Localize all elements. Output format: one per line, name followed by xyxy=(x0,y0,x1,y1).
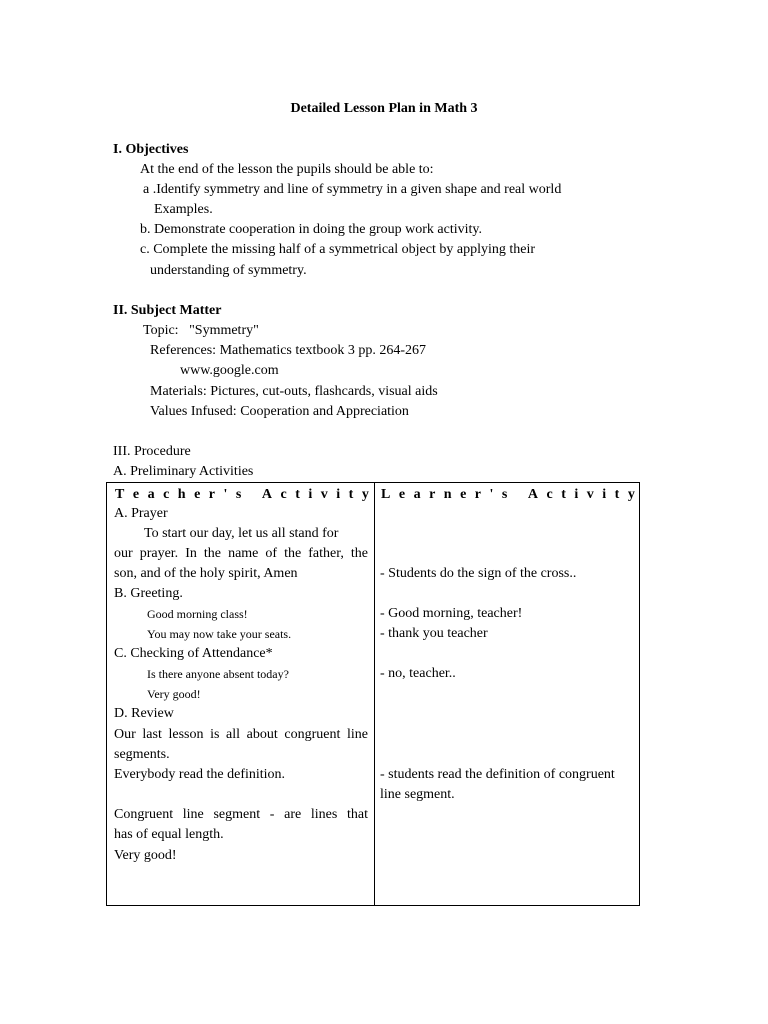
attendance-line2: Very good! xyxy=(147,687,201,701)
learner-activity-header: L e a r n e r ' s A c t i v i t y xyxy=(381,487,635,502)
subject-materials: Materials: Pictures, cut-outs, flashcards, visual aids xyxy=(150,384,438,399)
table-divider xyxy=(374,483,375,905)
procedure-subheading: A. Preliminary Activities xyxy=(113,464,254,479)
objectives-intro: At the end of the lesson the pupils should be able to: xyxy=(140,162,434,177)
definition-line1: Congruent line segment - are lines that xyxy=(114,807,368,822)
review-line3: Everybody read the definition. xyxy=(114,767,286,782)
definition-line3: Very good! xyxy=(114,848,177,863)
prayer-line3: son, and of the holy spirit, Amen xyxy=(114,566,298,581)
subject-values: Values Infused: Cooperation and Appreciation xyxy=(150,404,409,419)
objectives-heading: I. Objectives xyxy=(113,142,189,157)
greeting-line2: You may now take your seats. xyxy=(147,627,292,641)
subject-references: References: Mathematics textbook 3 pp. 264-267 xyxy=(150,343,427,358)
subject-heading: II. Subject Matter xyxy=(113,303,222,318)
learner-attendance-response: - no, teacher.. xyxy=(380,666,456,681)
learner-greeting-response: - Good morning, teacher! xyxy=(380,606,523,621)
learner-review-line2: line segment. xyxy=(380,787,455,802)
review-line2: segments. xyxy=(114,747,170,762)
attendance-heading: C. Checking of Attendance* xyxy=(114,646,273,661)
greeting-line1: Good morning class! xyxy=(147,607,248,621)
review-line1: Our last lesson is all about congruent line xyxy=(114,727,368,742)
activity-table xyxy=(106,482,640,906)
subject-topic: Topic: "Symmetry" xyxy=(143,323,259,338)
objective-a-line1: a .Identify symmetry and line of symmetry in a given shape and real world xyxy=(143,182,562,197)
objective-a-line2: Examples. xyxy=(154,202,213,217)
learner-review-line1: - students read the definition of congruent xyxy=(380,767,615,782)
prayer-line1: To start our day, let us all stand for xyxy=(144,526,339,541)
greeting-heading: B. Greeting. xyxy=(114,586,183,601)
page-title: Detailed Lesson Plan in Math 3 xyxy=(290,101,478,116)
definition-line2: has of equal length. xyxy=(114,827,224,842)
teacher-activity-header: T e a c h e r ' s A c t i v i t y xyxy=(115,487,369,502)
review-heading: D. Review xyxy=(114,706,174,721)
subject-website: www.google.com xyxy=(180,363,279,378)
objective-c-line1: c. Complete the missing half of a symmetrical object by applying their xyxy=(140,242,536,257)
prayer-heading: A. Prayer xyxy=(114,506,168,521)
objective-c-line2: understanding of symmetry. xyxy=(150,263,307,278)
prayer-line2: our prayer. In the name of the father, the xyxy=(114,546,368,561)
procedure-heading: III. Procedure xyxy=(113,444,191,459)
learner-prayer-response: - Students do the sign of the cross.. xyxy=(380,566,577,581)
attendance-line1: Is there anyone absent today? xyxy=(147,667,289,681)
objective-b: b. Demonstrate cooperation in doing the group work activity. xyxy=(140,222,483,237)
learner-seat-response: - thank you teacher xyxy=(380,626,488,641)
